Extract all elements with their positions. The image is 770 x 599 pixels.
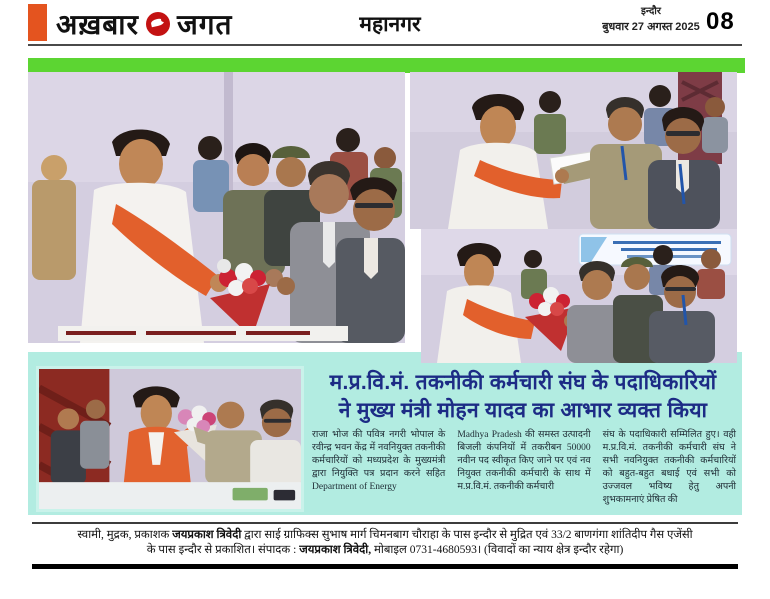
photo-bouquet-with-banner [421,229,737,363]
footer-divider-thick [32,564,738,569]
imprint-text [40,528,730,558]
photo-c-illustration [421,229,737,363]
dateline [596,3,706,34]
photo-a-illustration [28,72,405,343]
dateline-city: इन्दौर [641,6,661,17]
article-body [312,429,736,507]
imprint-line2-pre: के पास इन्दौर से प्रकाशित। संपादक : [146,544,300,556]
header-divider [28,44,742,46]
photo-d-illustration [39,369,301,509]
imprint-line1-pre: स्वामी, मुद्रक, प्रकाशक [77,529,173,541]
article-column-2: Madhya Pradesh की समस्त उत्पादनी बिजली कंपनियों में तकरीबन 50000 नवीन पद स्वीकृत किए जाने पर एवं नव नियुक्त तकनीकी कर्मचारी के साथ में म.प्र.वि.मं. तकनीकी कर्मचारी [457,430,591,492]
imprint-line2-post: मोबाइल 0731-4680593। (विवादों का न्याय क्षेत्र इन्दौर रहेगा) [371,544,624,556]
article-column-3: संघ के पदाधिकारी सम्मिलित हुए। वही म.प्र.वि.मं. तकनीकी कर्मचारी संघ ने सभी नवनियुक्त तकनीकी कर्मचारियों को बहुत-बहुत बधाई एवं सभी को उज्जवल भविष्य हेतु अपनी शुभकामनाएं प्रेषित की [602,430,736,505]
imprint-line1-post: द्वारा साई ग्राफिक्स सुभाष मार्ग चिमनबाग चौराहा के पास इन्दौर से मुद्रित एवं 33/2 बाणगंगा शांतिदीप गैस एजेंसी [241,529,693,541]
page-number: 08 [706,8,735,35]
article-headline [308,369,738,425]
green-accent-bar [28,58,745,73]
article-column-1: राजा भोज की पवित्र नगरी भोपाल के रवीन्द्र भवन केंद्र में नवनियुक्त तकनीकी कर्मचारियों को मध्यप्रदेश के मुख्यमंत्री द्वारा नियुक्ति पत्र प्रदान करने सहित Department of Energy [312,430,446,492]
headline-line-2: ने मुख्य मंत्री मोहन यादव का आभार व्यक्त किया [338,399,708,422]
publisher-name: जयप्रकाश त्रिवेदी [172,529,242,541]
dateline-date: बुधवार 27 अगस्त 2025 [602,21,700,33]
masthead-accent-block [28,4,47,41]
photo-bouquet-presentation-large [28,72,405,343]
footer-divider-thin [32,522,738,524]
editor-name: जयप्रकाश त्रिवेदी, [299,544,372,556]
newspaper-logo-icon [146,12,170,36]
photo-b-illustration [410,72,737,229]
imprint-line-2 [40,543,730,558]
masthead [56,6,233,42]
photo-bouquet-red-carpet [36,366,304,512]
headline-line-1: म.प्र.वि.मं. तकनीकी कर्मचारी संघ के पदाधिकारियों [329,371,717,394]
masthead-word-left: अख़बार [56,9,139,40]
imprint-line-1 [40,528,730,543]
section-title: महानगर [359,13,421,36]
photo-document-handover [410,72,737,229]
masthead-word-right: जगत [177,9,233,40]
